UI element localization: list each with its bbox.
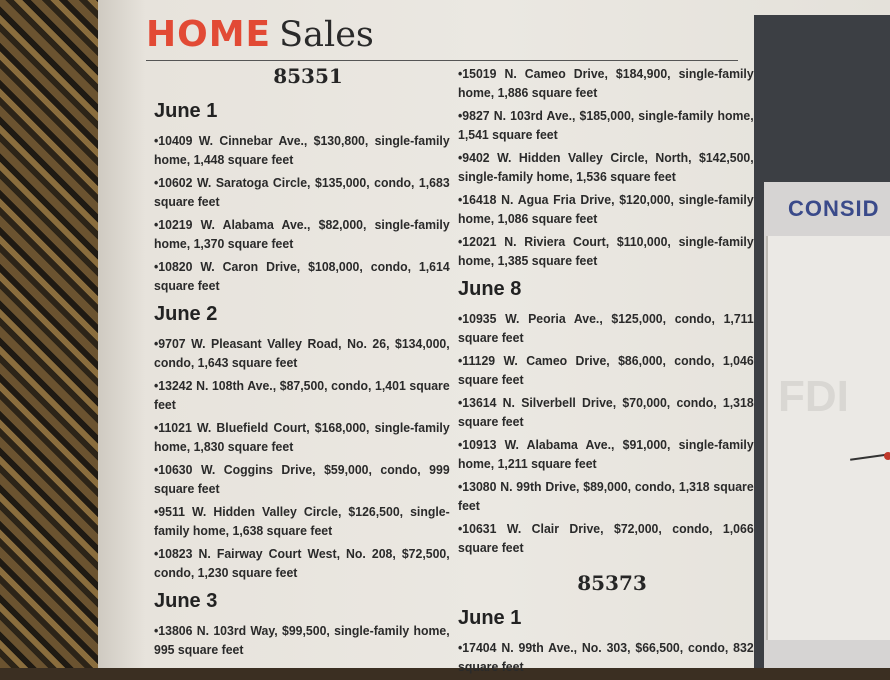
- listing-entry: •15019 N. Cameo Drive, $184,900, single-family home, 1,886 square feet: [458, 66, 754, 100]
- listing-entry: •10913 W. Alabama Ave., $91,000, single-family home, 1,211 square feet: [458, 437, 754, 471]
- right-column: [458, 64, 766, 680]
- ad-white-box: [766, 236, 890, 640]
- listing-entry: •12021 N. Riviera Court, $110,000, single-family home, 1,385 square feet: [458, 234, 754, 268]
- section-heading: [146, 14, 738, 60]
- heading-sales: Sales: [279, 15, 374, 55]
- listing-entry: •10935 W. Peoria Ave., $125,000, condo, 1,711 square feet: [458, 311, 754, 345]
- listing-entry: •11021 W. Bluefield Court, $168,000, single-family home, 1,830 square feet: [154, 420, 450, 454]
- listing-entry: •10602 W. Saratoga Circle, $135,000, condo, 1,683 square feet: [154, 175, 450, 209]
- newspaper-page: [98, 0, 890, 674]
- listing-entry: •10823 N. Fairway Court West, No. 208, $72,500, condo, 1,230 square feet: [154, 546, 450, 580]
- listing-entry: •13242 N. 108th Ave., $87,500, condo, 1,401 square feet: [154, 378, 450, 412]
- left-sections: [154, 100, 462, 659]
- zip-code-heading: 85351: [273, 64, 343, 88]
- listing-entry: •13080 N. 99th Drive, $89,000, condo, 1,318 square feet: [458, 479, 754, 513]
- heading-rule: [146, 60, 738, 61]
- date-heading: June 8: [458, 278, 522, 300]
- left-column: [154, 62, 462, 663]
- listing-entry: •10219 W. Alabama Ave., $82,000, single-family home, 1,370 square feet: [154, 217, 450, 251]
- zip-code-heading-2: 85373: [577, 571, 647, 595]
- listing-entry: •9707 W. Pleasant Valley Road, No. 26, $134,000, condo, 1,643 square feet: [154, 336, 450, 370]
- carpet-background: [0, 0, 110, 668]
- listing-entry: •13614 N. Silverbell Drive, $70,000, condo, 1,318 square feet: [458, 395, 754, 429]
- right-sections: [458, 64, 766, 557]
- ad-arrow-tip: [884, 452, 890, 460]
- listing-entry: •9511 W. Hidden Valley Circle, $126,500, single-family home, 1,638 square feet: [154, 504, 450, 538]
- listing-entry: •9402 W. Hidden Valley Circle, North, $142,500, single-family home, 1,536 square feet: [458, 150, 754, 184]
- date-heading: June 3: [154, 590, 218, 612]
- listing-entry: •9827 N. 103rd Ave., $185,000, single-family home, 1,541 square feet: [458, 108, 754, 142]
- listing-entry: •11129 W. Cameo Drive, $86,000, condo, 1,046 square feet: [458, 353, 754, 387]
- listing-entry: •13806 N. 103rd Way, $99,500, single-family home, 995 square feet: [154, 623, 450, 657]
- ad-faded-text: FDI: [778, 372, 849, 421]
- date-heading: June 1: [458, 607, 522, 629]
- date-heading: June 1: [154, 100, 218, 122]
- date-heading: June 2: [154, 303, 218, 325]
- heading-home: HOME: [146, 14, 272, 55]
- listing-entry: •10631 W. Clair Drive, $72,000, condo, 1,066 square feet: [458, 521, 754, 555]
- ad-label: CONSID: [788, 196, 880, 221]
- listing-entry: •17404 N. 99th Ave., No. 303, $66,500, condo, 832 square feet: [458, 640, 754, 674]
- listing-entry: •10820 W. Caron Drive, $108,000, condo, 1,614 square feet: [154, 259, 450, 293]
- listing-entry: •10630 W. Coggins Drive, $59,000, condo, 999 square feet: [154, 462, 450, 496]
- listing-entry: •16418 N. Agua Fria Drive, $120,000, single-family home, 1,086 square feet: [458, 192, 754, 226]
- listing-entry: •10409 W. Cinnebar Ave., $130,800, single-family home, 1,448 square feet: [154, 133, 450, 167]
- right-sections-2: [458, 607, 766, 676]
